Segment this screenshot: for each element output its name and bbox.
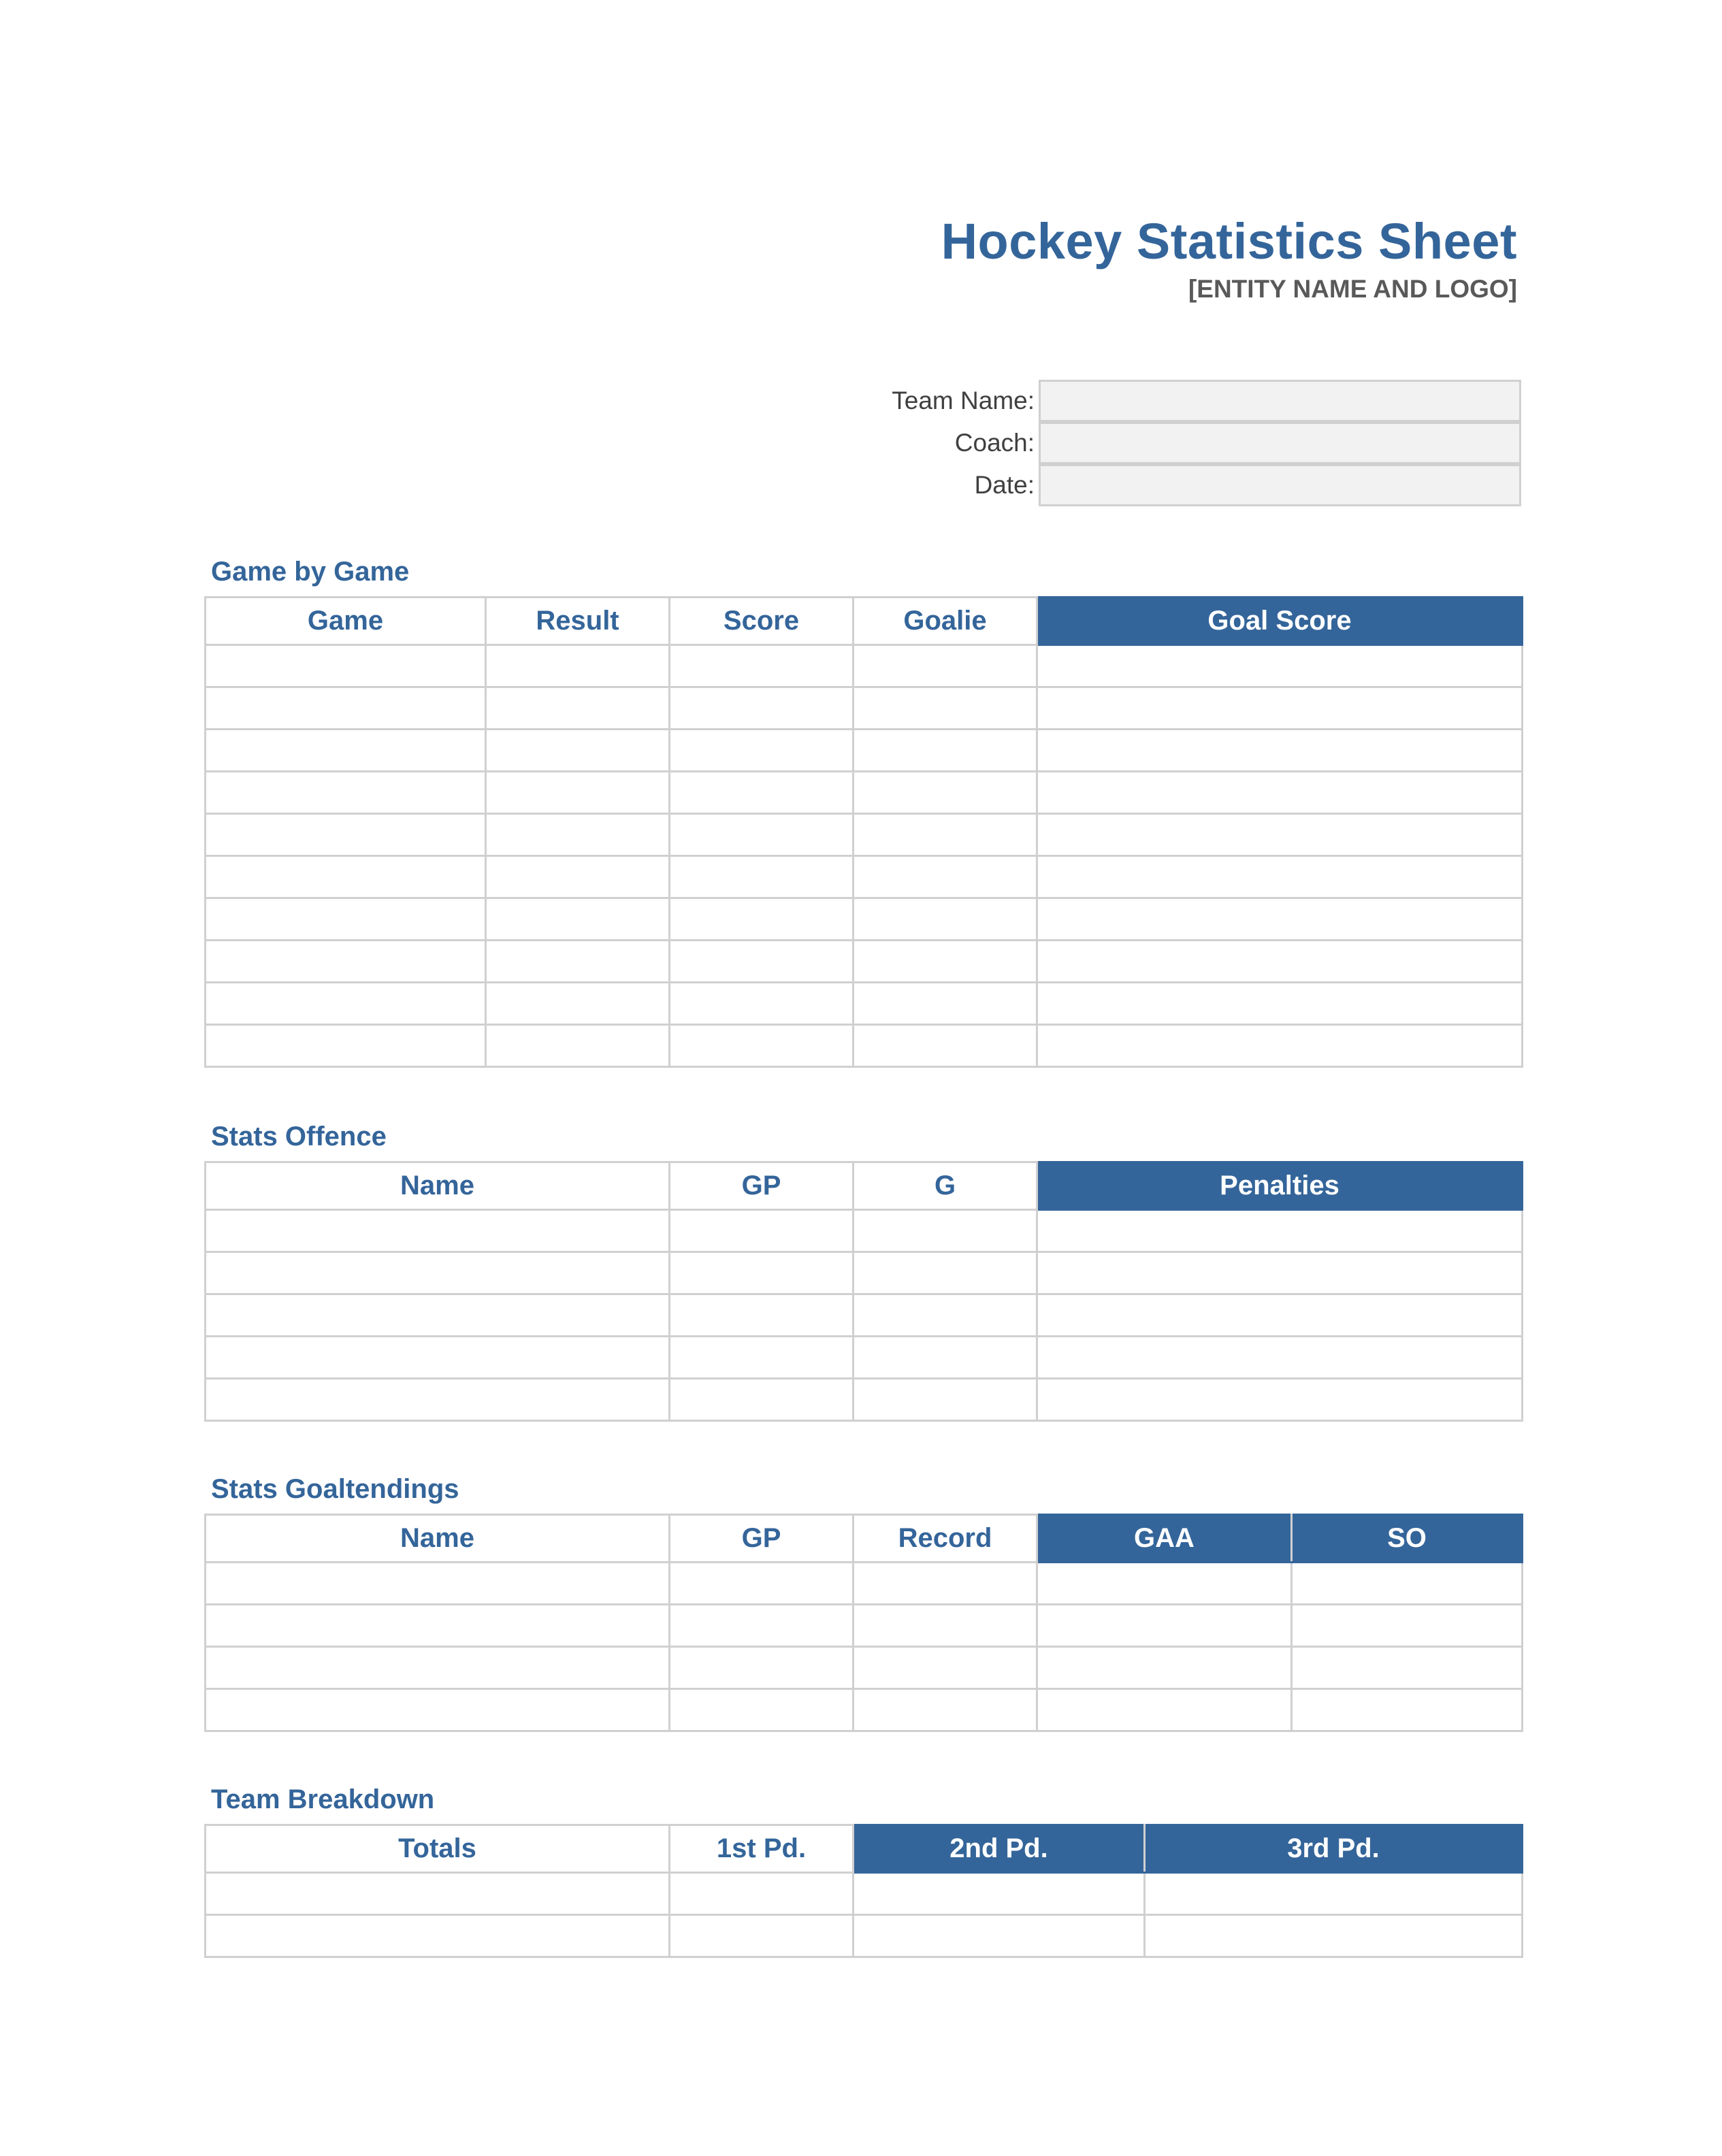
table-cell[interactable] — [854, 1605, 1037, 1647]
table-cell[interactable] — [1292, 1605, 1523, 1647]
table-cell[interactable] — [206, 730, 486, 772]
table-cell[interactable] — [206, 1337, 670, 1379]
stats-offence-title: Stats Offence — [211, 1122, 387, 1152]
table-cell[interactable] — [1145, 1873, 1523, 1915]
table-cell[interactable] — [670, 898, 854, 941]
table-cell[interactable] — [854, 1210, 1037, 1252]
table-cell[interactable] — [486, 983, 670, 1025]
table-cell[interactable] — [486, 772, 670, 814]
table-cell[interactable] — [206, 814, 486, 856]
table-cell[interactable] — [486, 814, 670, 856]
table-cell[interactable] — [1037, 1605, 1292, 1647]
table-cell[interactable] — [670, 1563, 854, 1605]
table-row — [206, 1605, 1523, 1647]
table-cell[interactable] — [1037, 1647, 1292, 1689]
table-cell[interactable] — [206, 687, 486, 730]
table-cell[interactable] — [486, 730, 670, 772]
table-cell[interactable] — [1145, 1915, 1523, 1957]
column-header-goalie: Goalie — [854, 598, 1037, 645]
table-cell[interactable] — [854, 730, 1037, 772]
date-field[interactable] — [1039, 464, 1521, 506]
team-name-label: Team Name: — [892, 387, 1035, 414]
table-row — [206, 1873, 1523, 1915]
table-cell[interactable] — [854, 1689, 1037, 1731]
column-header-game: Game — [206, 598, 486, 645]
table-cell[interactable] — [1037, 856, 1523, 898]
table-cell[interactable] — [854, 1647, 1037, 1689]
table-cell[interactable] — [1037, 1252, 1523, 1294]
table-cell[interactable] — [1037, 645, 1523, 687]
table-row — [206, 1647, 1523, 1689]
table-cell[interactable] — [1037, 1689, 1292, 1731]
column-header-1st-pd: 1st Pd. — [670, 1825, 854, 1873]
table-cell[interactable] — [206, 1252, 670, 1294]
table-cell[interactable] — [670, 856, 854, 898]
coach-label: Coach: — [954, 429, 1035, 457]
table-cell[interactable] — [1037, 898, 1523, 941]
table-cell[interactable] — [670, 772, 854, 814]
table-cell[interactable] — [1292, 1689, 1523, 1731]
table-cell[interactable] — [670, 1379, 854, 1421]
table-cell[interactable] — [206, 941, 486, 983]
column-header-gp: GP — [670, 1162, 854, 1210]
table-cell[interactable] — [1037, 1025, 1523, 1067]
table-cell[interactable] — [206, 1873, 670, 1915]
table-row — [206, 814, 1523, 856]
table-cell[interactable] — [1037, 730, 1523, 772]
table-row — [206, 1379, 1523, 1421]
table-row — [206, 1294, 1523, 1337]
table-cell[interactable] — [854, 772, 1037, 814]
stats-offence-table — [204, 1161, 1523, 1422]
column-header-goal-score: Goal Score — [1037, 598, 1523, 645]
column-header-result: Result — [486, 598, 670, 645]
table-cell[interactable] — [486, 941, 670, 983]
column-header-gaa: GAA — [1037, 1515, 1292, 1563]
column-header-score: Score — [670, 598, 854, 645]
table-cell[interactable] — [206, 1563, 670, 1605]
column-header-g: G — [854, 1162, 1037, 1210]
table-cell[interactable] — [670, 1873, 854, 1915]
table-cell[interactable] — [854, 1252, 1037, 1294]
table-cell[interactable] — [854, 1294, 1037, 1337]
table-cell[interactable] — [854, 941, 1037, 983]
column-header-so: SO — [1292, 1515, 1523, 1563]
table-row — [206, 983, 1523, 1025]
date-label: Date: — [974, 471, 1035, 499]
table-row — [206, 941, 1523, 983]
table-cell[interactable] — [486, 1025, 670, 1067]
table-cell[interactable] — [486, 687, 670, 730]
team-breakdown-title: Team Breakdown — [211, 1784, 435, 1814]
table-cell[interactable] — [854, 1873, 1145, 1915]
table-cell[interactable] — [1037, 941, 1523, 983]
table-cell[interactable] — [206, 1025, 486, 1067]
team-breakdown-table — [204, 1824, 1523, 1958]
table-cell[interactable] — [1037, 814, 1523, 856]
table-cell[interactable] — [486, 856, 670, 898]
table-row — [206, 1025, 1523, 1067]
table-cell[interactable] — [1037, 983, 1523, 1025]
table-cell[interactable] — [670, 983, 854, 1025]
table-row — [206, 1210, 1523, 1252]
column-header-name: Name — [206, 1515, 670, 1563]
table-cell[interactable] — [854, 645, 1037, 687]
table-cell[interactable] — [206, 1605, 670, 1647]
table-cell[interactable] — [206, 1210, 670, 1252]
table-cell[interactable] — [1037, 1337, 1523, 1379]
table-cell[interactable] — [854, 898, 1037, 941]
table-cell[interactable] — [206, 856, 486, 898]
table-cell[interactable] — [670, 814, 854, 856]
table-row — [206, 856, 1523, 898]
table-cell[interactable] — [206, 1915, 670, 1957]
table-cell[interactable] — [1037, 687, 1523, 730]
table-cell[interactable] — [854, 687, 1037, 730]
table-cell[interactable] — [670, 730, 854, 772]
game-by-game-title: Game by Game — [211, 557, 410, 587]
table-cell[interactable] — [1037, 1379, 1523, 1421]
table-cell[interactable] — [670, 1689, 854, 1731]
column-header-2nd-pd: 2nd Pd. — [854, 1825, 1145, 1873]
table-cell[interactable] — [670, 1210, 854, 1252]
table-row — [206, 898, 1523, 941]
table-cell[interactable] — [206, 898, 486, 941]
table-cell[interactable] — [670, 687, 854, 730]
table-cell[interactable] — [486, 645, 670, 687]
table-cell[interactable] — [670, 1294, 854, 1337]
table-row — [206, 1689, 1523, 1731]
table-cell[interactable] — [486, 898, 670, 941]
table-cell[interactable] — [1292, 1563, 1523, 1605]
column-header-3rd-pd: 3rd Pd. — [1145, 1825, 1523, 1873]
table-cell[interactable] — [854, 983, 1037, 1025]
table-cell[interactable] — [206, 983, 486, 1025]
table-cell[interactable] — [206, 1294, 670, 1337]
table-cell[interactable] — [670, 1025, 854, 1067]
column-header-record: Record — [854, 1515, 1037, 1563]
table-cell[interactable] — [854, 1337, 1037, 1379]
column-header-penalties: Penalties — [1037, 1162, 1523, 1210]
table-cell[interactable] — [1037, 1563, 1292, 1605]
table-cell[interactable] — [206, 645, 486, 687]
table-cell[interactable] — [206, 772, 486, 814]
table-row — [206, 645, 1523, 687]
table-cell[interactable] — [1037, 1210, 1523, 1252]
table-cell[interactable] — [1037, 1294, 1523, 1337]
table-cell[interactable] — [670, 1605, 854, 1647]
table-cell[interactable] — [206, 1379, 670, 1421]
table-cell[interactable] — [854, 814, 1037, 856]
column-header-gp: GP — [670, 1515, 854, 1563]
game-by-game-table — [204, 596, 1523, 1068]
table-cell[interactable] — [670, 1915, 854, 1957]
stats-goaltendings-table — [204, 1514, 1523, 1732]
table-cell[interactable] — [670, 941, 854, 983]
table-cell[interactable] — [854, 1025, 1037, 1067]
table-cell[interactable] — [1292, 1647, 1523, 1689]
team-name-field[interactable] — [1039, 380, 1521, 422]
stats-goaltendings-title: Stats Goaltendings — [211, 1474, 459, 1504]
column-header-totals: Totals — [206, 1825, 670, 1873]
table-row — [206, 1252, 1523, 1294]
table-cell[interactable] — [854, 856, 1037, 898]
column-header-name: Name — [206, 1162, 670, 1210]
table-row — [206, 772, 1523, 814]
table-cell[interactable] — [670, 1252, 854, 1294]
table-cell[interactable] — [206, 1647, 670, 1689]
table-cell[interactable] — [670, 645, 854, 687]
table-row — [206, 1915, 1523, 1957]
table-cell[interactable] — [670, 1337, 854, 1379]
coach-field[interactable] — [1039, 422, 1521, 464]
table-cell[interactable] — [854, 1563, 1037, 1605]
table-cell[interactable] — [206, 1689, 670, 1731]
table-row — [206, 730, 1523, 772]
table-cell[interactable] — [1037, 772, 1523, 814]
page-title: Hockey Statistics Sheet — [941, 213, 1517, 270]
table-row — [206, 1563, 1523, 1605]
entity-name-placeholder: [ENTITY NAME AND LOGO] — [1188, 275, 1517, 303]
table-cell[interactable] — [854, 1915, 1145, 1957]
table-cell[interactable] — [670, 1647, 854, 1689]
table-row — [206, 687, 1523, 730]
table-row — [206, 1337, 1523, 1379]
table-cell[interactable] — [854, 1379, 1037, 1421]
